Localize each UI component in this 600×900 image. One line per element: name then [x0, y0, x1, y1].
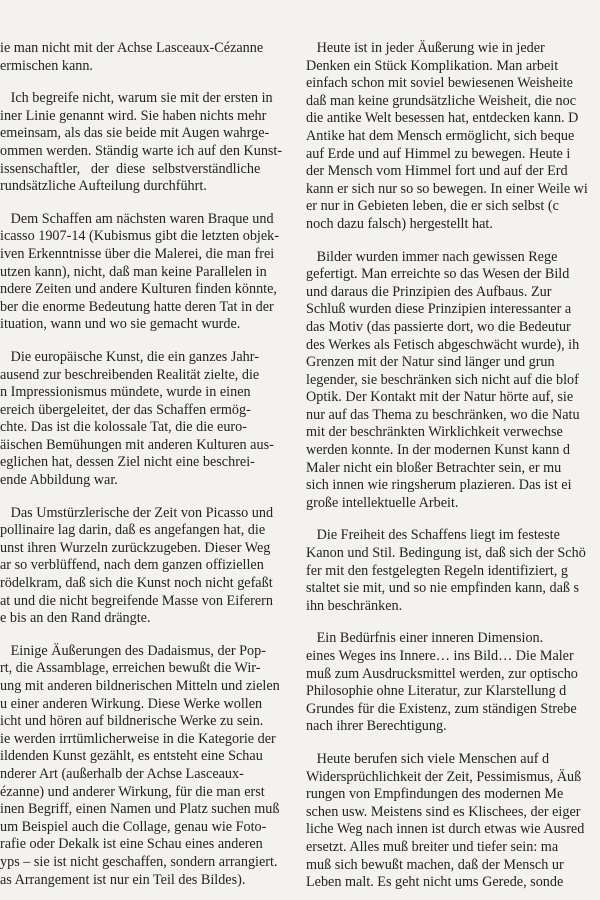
text-line: liche Weg nach innen ist durch etwas wie Ausred: [306, 821, 585, 838]
text-line: Maler nicht ein bloßer Betrachter sein, er mu: [306, 459, 562, 476]
text-line: icht und hören auf bildnerische Werke zu sein.: [0, 713, 264, 730]
paragraph: [0, 211, 290, 334]
text-line: ar so verblüffend, nach dem ganzen offiziellen: [0, 557, 264, 574]
text-line: legender, sie beschränken sich nicht auf die blof: [306, 371, 579, 388]
text-line: rödelkram, daß sich die Kunst noch nicht gefaßt: [0, 575, 273, 592]
text-line: muß sich bewußt machen, daß der Mensch ur: [306, 856, 564, 873]
text-line: einfach schon mit soviel bewiesenen Weisheite: [306, 75, 573, 92]
text-line: Grenzen mit der Natur sind länger und grun: [306, 354, 555, 371]
text-line: utzen kann), nicht, daß man keine Parallelen in: [0, 263, 267, 280]
text-line: werden konnte. In der modernen Kunst kann d: [306, 442, 570, 459]
text-line: Grundes für die Existenz, zum ständigen Strebe: [306, 700, 577, 717]
text-line: iner Linie genannt wird. Sie haben nichts mehr: [0, 107, 267, 124]
text-line: staltet sie mit, und so nie empfinden kann, daß s: [306, 580, 580, 597]
text-line: fer mit den festgelegten Regeln identifiziert, g: [306, 562, 568, 579]
right-column: [306, 40, 600, 900]
text-line: muß zum Ausdrucksmittel werden, zur optischo: [306, 665, 578, 682]
text-line: ituation, wann und wo sie gemacht wurde.: [0, 316, 241, 333]
text-line: Philosophie ohne Literatur, zur Klarstellung d: [306, 683, 567, 700]
text-line: Ich begreife nicht, warum sie mit der ersten in: [0, 90, 273, 107]
text-line: iven Erkenntnisse über die Malerei, die man frei: [0, 245, 275, 262]
text-line: sich innen wie ringsherum plazieren. Das ist ei: [306, 477, 572, 494]
text-line: emeinsam, als das sie beide mit Augen wahrge-: [0, 125, 270, 142]
text-line: und daraus die Prinzipien des Aufbaus. Zur: [306, 283, 552, 300]
text-line: nach ihrer Berechtigung.: [306, 718, 447, 735]
text-line: Heute berufen sich viele Menschen auf d: [306, 750, 550, 767]
text-line: chte. Das ist die kolossale Tat, die die euro-: [0, 419, 247, 436]
text-line: inen Begriff, einen Namen und Platz suchen muß: [0, 801, 280, 818]
text-line: ung mit anderen bildnerischen Mitteln und zielen: [0, 678, 280, 694]
text-line: Schluß wurden diese Prinzipien interessanter a: [306, 301, 572, 318]
text-line: ie man nicht mit der Achse Lasceaux-Cézanne: [0, 40, 264, 56]
text-line: ihn beschränken.: [306, 597, 403, 614]
text-line: ausend zur beschreibenden Realität zielte, die: [0, 366, 260, 383]
text-line: ildenden Kunst gezählt, es entsteht eine Schau: [0, 748, 263, 765]
text-line: rungen von Empfindungen des modernen Me: [306, 786, 564, 803]
text-line: Optik. Der Kontakt mit der Natur hörte auf, sie: [306, 389, 574, 406]
text-line: äischen Bemühungen mit anderen Kulturen aus-: [0, 436, 274, 453]
paragraph: [0, 505, 290, 628]
text-line: ermischen kann.: [0, 57, 93, 74]
text-line: ie werden irrtümlicherweise in die Kategorie der: [0, 730, 276, 747]
paragraph: [306, 249, 600, 513]
text-line: nur auf das Thema zu beschränken, wo die Natu: [306, 406, 580, 423]
text-line: er nur in Gebieten leben, die er sich selbst (c: [306, 198, 559, 215]
left-column: [0, 40, 290, 900]
paragraph: [306, 40, 600, 234]
text-line: um Beispiel auch die Collage, genau wie Foto-: [0, 818, 267, 835]
text-line: nderer Art (außerhalb der Achse Lasceaux-: [0, 765, 244, 782]
text-line: rt, die Assamblage, erreichen bewußt die Wir-: [0, 660, 261, 677]
text-line: der Mensch vom Himmel fort und auf der Erd: [306, 163, 568, 180]
text-line: noch dazu falsch) hergestellt hat.: [306, 215, 493, 232]
paragraph: [306, 630, 600, 736]
text-line: daß man keine grundsätzliche Weisheit, die noc: [306, 92, 577, 109]
text-line: pollinaire lag darin, daß es angefangen hat, die: [0, 522, 266, 539]
text-line: Leben malt. Es geht nicht ums Gerede, sonde: [306, 874, 564, 891]
text-line: Heute ist in jeder Äußerung wie in jeder: [306, 40, 545, 56]
text-line: e bis an den Rand drängte.: [0, 610, 151, 627]
text-line: icasso 1907-14 (Kubismus gibt die letzten objek-: [0, 228, 279, 245]
text-line: Kanon und Stil. Bedingung ist, daß sich der Schö: [306, 545, 586, 562]
text-line: kann er sich nur so so bewegen. In einer Weile wi: [306, 180, 588, 197]
text-line: eglichen hat, dessen Ziel nicht eine beschrei-: [0, 454, 255, 471]
text-line: n Impressionismus mündete, wurde in einen: [0, 384, 251, 401]
text-line: Widersprüchlichkeit der Zeit, Pessimismus, Äuß: [306, 768, 582, 785]
paragraph: [306, 527, 600, 615]
text-line: eines Weges ins Innere… ins Bild… Die Maler: [306, 648, 574, 664]
text-line: das Motiv (das passierte dort, wo die Bedeutur: [306, 318, 571, 335]
text-line: at und die nicht begreifende Masse von Eiferern: [0, 592, 274, 609]
paragraph: [0, 349, 290, 490]
text-line: große intellektuelle Arbeit.: [306, 494, 459, 511]
text-line: ommen werden. Ständig warte ich auf den Kunst-: [0, 142, 283, 159]
paragraph: [306, 751, 600, 892]
text-line: unst ihren Wurzeln zurückzugeben. Dieser Weg: [0, 539, 271, 556]
text-line: ereich übergeleitet, der das Schaffen ermög-: [0, 401, 251, 418]
text-line: Die Freiheit des Schaffens liegt im festeste: [306, 527, 560, 544]
text-line: Die europäische Kunst, die ein ganzes Jahr-: [0, 348, 259, 365]
paragraph: [0, 40, 290, 75]
text-line: rundsätzliche Aufteilung durchführt.: [0, 178, 207, 195]
text-line: Antike hat dem Mensch ermöglicht, sich beque: [306, 127, 575, 144]
text-line: gefertigt. Man erreichte so das Wesen der Bild: [306, 266, 570, 283]
text-line: issenschaftler, der diese selbstverständliche: [0, 160, 261, 177]
text-line: Ein Bedürfnis einer inneren Dimension.: [306, 630, 544, 647]
text-line: mit der beschränkten Wirklichkeit verwechse: [306, 424, 563, 441]
text-line: des Werkes als Fetisch abgeschwächt wurde), ih: [306, 336, 580, 353]
text-line: yps – sie ist nicht geschaffen, sondern arrangiert.: [0, 853, 278, 870]
text-line: ende Abbildung war.: [0, 472, 118, 489]
text-line: Einige Äußerungen des Dadaismus, der Pop-: [0, 642, 266, 659]
text-line: Das Umstürzlerische der Zeit von Picasso und: [0, 504, 274, 521]
text-line: schen usw. Meistens sind es Klischees, der eiger: [306, 803, 581, 820]
text-line: as Arrangement ist nur ein Teil des Bildes).: [0, 871, 246, 888]
paragraph: [0, 90, 290, 196]
text-line: ndere Zeiten und andere Kulturen finden könnte,: [0, 281, 277, 298]
text-line: Dem Schaffen am nächsten waren Braque und: [0, 210, 274, 227]
text-line: die antike Welt besessen hat, entdecken kann. D: [306, 110, 579, 127]
text-line: ber die enorme Bedeutung hatte deren Tat in der: [0, 298, 274, 315]
text-line: Denken ein Stück Komplikation. Man arbeit: [306, 57, 559, 74]
text-line: ézanne) und anderer Wirkung, für die man erst: [0, 783, 265, 800]
text-line: rafie oder Dekalk ist eine Schau eines anderen: [0, 836, 263, 853]
paragraph: [0, 643, 290, 889]
text-line: Bilder wurden immer nach gewissen Rege: [306, 248, 558, 265]
text-line: auf Erde und auf Himmel zu bewegen. Heute i: [306, 145, 571, 162]
text-line: ersetzt. Alles muß breiter und tiefer sein: ma: [306, 838, 559, 855]
text-line: u einer anderen Wirkung. Diese Werke wollen: [0, 695, 263, 712]
